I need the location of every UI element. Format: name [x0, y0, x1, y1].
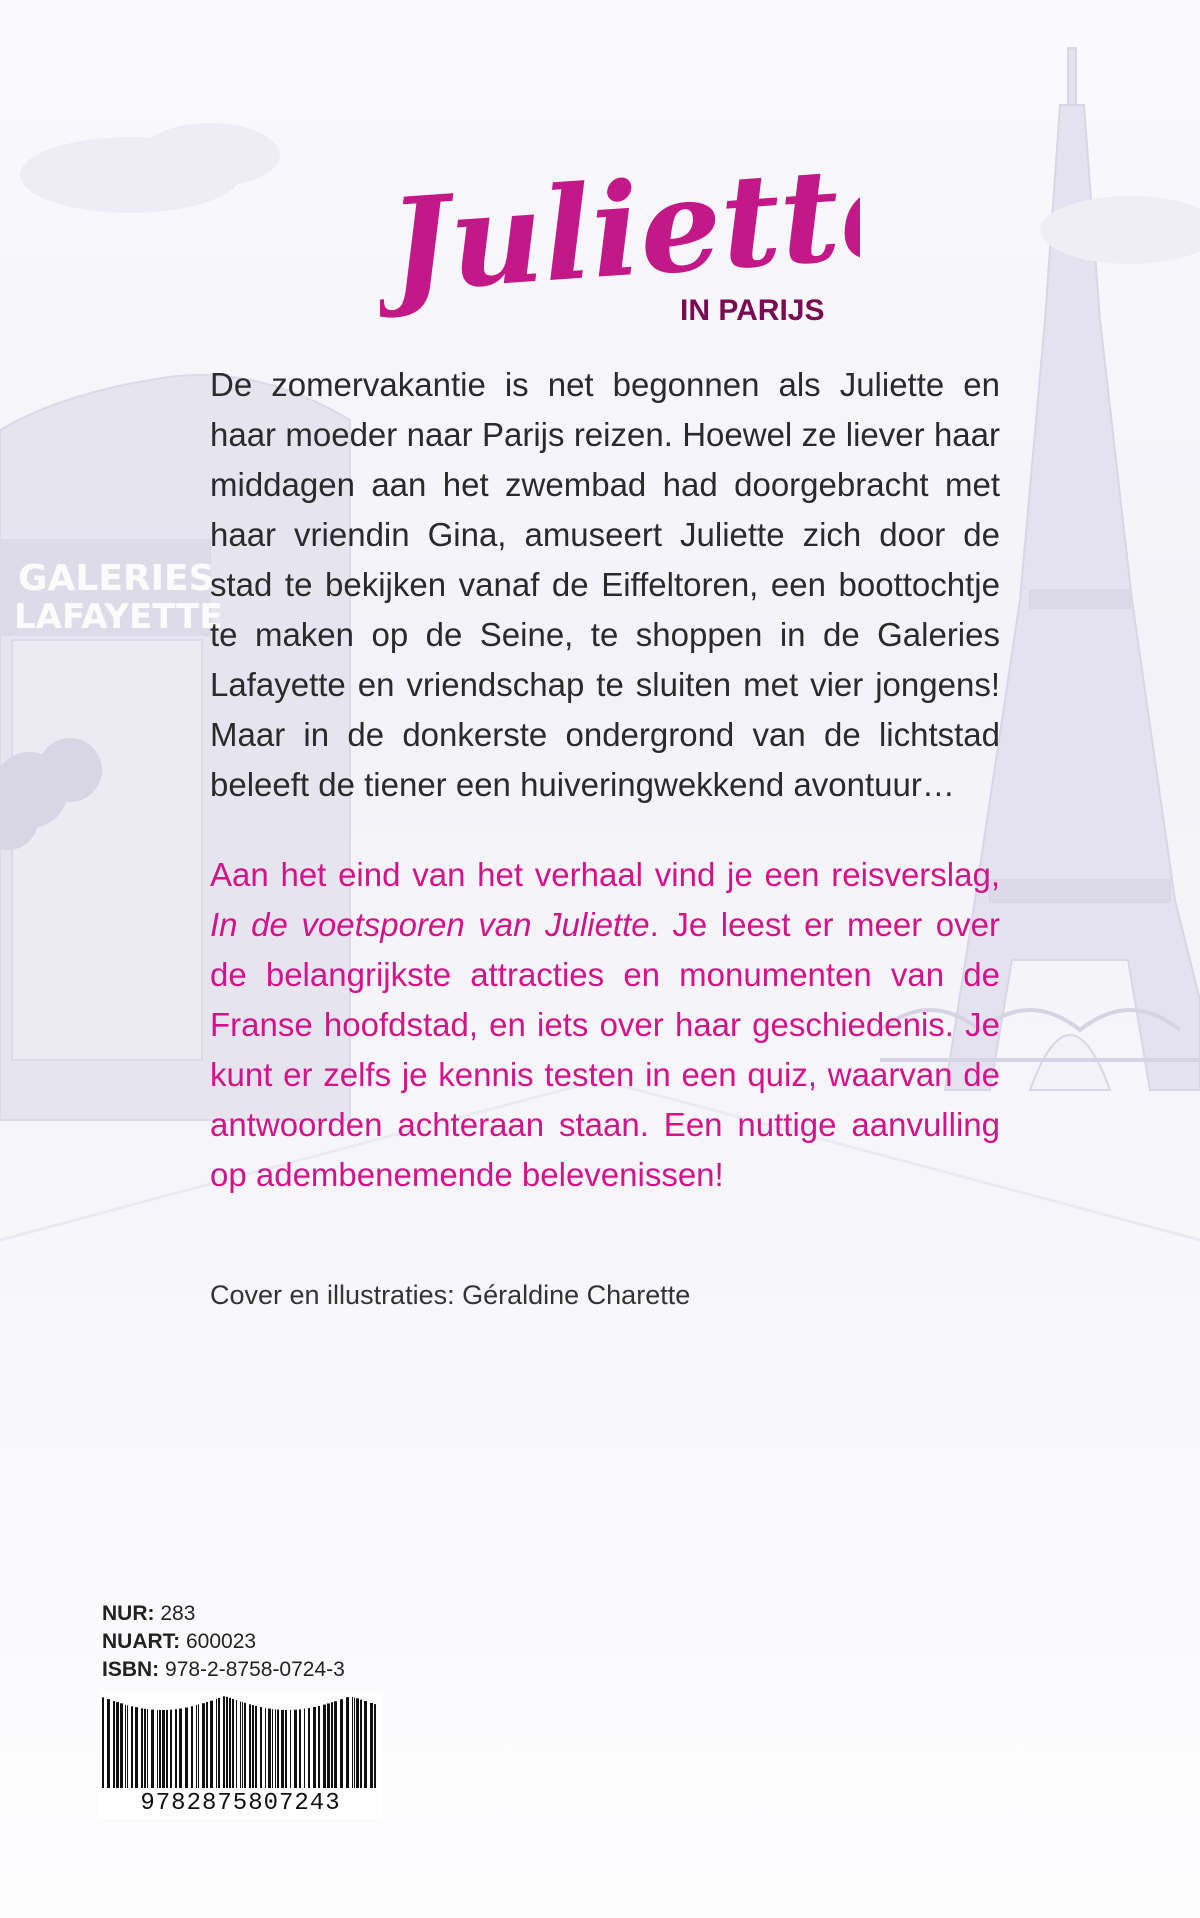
- barcode-bar: [102, 1697, 104, 1788]
- barcode-bar: [268, 1709, 271, 1788]
- barcode-bar: [131, 1706, 133, 1788]
- barcode-bar: [116, 1702, 119, 1788]
- barcode-bar: [374, 1704, 376, 1788]
- barcode-bar: [198, 1704, 199, 1788]
- barcode-bar: [364, 1701, 367, 1788]
- barcode-bar: [242, 1702, 243, 1788]
- cloud-icon: [20, 123, 280, 213]
- barcode-bar: [166, 1710, 168, 1788]
- barcode-bar: [356, 1698, 359, 1788]
- barcode-bar: [210, 1701, 213, 1788]
- nuart-value: 600023: [186, 1630, 257, 1653]
- barcode-bar: [170, 1710, 172, 1788]
- barcode-bar: [281, 1710, 284, 1788]
- barcode-bar: [229, 1698, 231, 1788]
- barcode-bar: [331, 1702, 333, 1788]
- illustration-credit: Cover en illustraties: Géraldine Charette: [210, 1280, 691, 1310]
- barcode-bar: [323, 1705, 326, 1788]
- barcode-bar: [120, 1703, 123, 1788]
- barcode-bar: [223, 1696, 225, 1788]
- barcode-bar: [249, 1704, 251, 1788]
- barcode-bar: [159, 1710, 161, 1788]
- barcode-bar: [290, 1710, 291, 1788]
- barcode-bar: [196, 1705, 197, 1788]
- galeries-sign-line2: LAFAYETTE: [14, 597, 223, 637]
- barcode-bar: [313, 1707, 316, 1788]
- barcode-bar: [346, 1697, 349, 1788]
- nuart-label: NUART:: [102, 1630, 181, 1653]
- barcode-bar: [277, 1710, 279, 1788]
- barcode-bar: [162, 1710, 165, 1788]
- barcode-bar: [252, 1705, 254, 1788]
- isbn-value: 978-2-8758-0724-3: [165, 1658, 345, 1681]
- series-title-block: [380, 150, 860, 340]
- galeries-sign-line1: GALERIES: [18, 558, 215, 599]
- barcode-bar: [179, 1709, 182, 1788]
- blurb-paragraph-2-rest: . Je leest er meer over de belangrijkste attracties en monumenten van de Franse hoofdstad, en iets over haar geschiedenis. Je kunt er zelfs je kennis testen in een quiz, waarvan de antwoorden achteraan staan. Een nuttige aanvulling op adembenemende belevenissen!: [210, 906, 1000, 1193]
- barcode-bar: [354, 1698, 355, 1788]
- barcode-bar: [340, 1699, 343, 1788]
- barcode-bar: [135, 1707, 138, 1788]
- barcode-bar: [304, 1709, 305, 1788]
- blurb-paragraph-2-book-section-title: In de voetsporen van Juliette: [210, 906, 650, 943]
- barcode-bar: [157, 1710, 158, 1788]
- barcode-bar: [285, 1710, 287, 1788]
- barcode-bar: [255, 1706, 257, 1788]
- barcode-bar: [113, 1701, 115, 1788]
- barcode-bar: [360, 1700, 362, 1788]
- barcode-bar: [272, 1709, 273, 1788]
- isbn-label: ISBN:: [102, 1658, 160, 1681]
- isbn-code: [102, 1656, 345, 1684]
- isbn-barcode: [98, 1692, 383, 1818]
- nuart-code: [102, 1628, 345, 1656]
- barcode-bar: [352, 1697, 353, 1788]
- series-subtitle: IN PARIJS: [680, 294, 825, 327]
- nur-label: NUR:: [102, 1602, 155, 1625]
- barcode-bar: [275, 1709, 276, 1788]
- barcode-bar: [144, 1709, 146, 1788]
- barcode-bar: [206, 1702, 208, 1788]
- barcode-bar: [185, 1708, 188, 1788]
- barcode-bar: [125, 1705, 126, 1788]
- barcode-bar: [244, 1703, 246, 1788]
- barcode-bar: [191, 1706, 193, 1788]
- blurb-paragraph-2-intro: Aan het eind van het verhaal vind je een reisverslag,: [210, 856, 1000, 893]
- barcode-bar: [265, 1708, 266, 1788]
- barcode-bar: [334, 1701, 337, 1788]
- nur-value: 283: [160, 1602, 196, 1625]
- barcode-bar: [141, 1708, 143, 1788]
- nur-code: [102, 1600, 345, 1628]
- barcode-bar: [327, 1703, 330, 1788]
- barcode-bars-icon: [98, 1692, 383, 1792]
- series-title: Juliette: [384, 150, 860, 322]
- barcode-bar: [236, 1700, 237, 1788]
- barcode-bar: [240, 1702, 241, 1788]
- barcode-bar: [127, 1705, 128, 1788]
- barcode-bar: [318, 1706, 320, 1788]
- barcode-bar: [107, 1699, 110, 1788]
- book-codes: [102, 1600, 345, 1684]
- barcode-digits: 9782875807243: [98, 1790, 383, 1817]
- barcode-bar: [202, 1703, 205, 1788]
- barcode-bar: [216, 1699, 217, 1788]
- barcode-bar: [260, 1707, 262, 1788]
- barcode-bar: [226, 1697, 228, 1788]
- barcode-bar: [370, 1703, 373, 1788]
- barcode-bar: [232, 1699, 234, 1788]
- blurb-paragraph-1: De zomervakantie is net begonnen als Juliette en haar moeder naar Parijs reizen. Hoewel ze liever haar middagen aan het zwembad had doorgebracht met haar vriendin Gina, amuseert Juliette zich door de stad te bekijken vanaf de Eiffeltoren, een boottochtje te maken op de Seine, te shoppen in de Galeries Lafayette en vriendschap te sluiten met vier jongens! Maar in de donkerste ondergrond van de lichtstad beleeft de tiener een huiveringwekkend avontuur…: [210, 366, 1000, 803]
- barcode-bar: [294, 1710, 297, 1788]
- barcode-bar: [308, 1708, 310, 1788]
- barcode-bar: [175, 1709, 177, 1788]
- blurb-paragraph-2: [210, 850, 1000, 1200]
- barcode-bar: [151, 1710, 154, 1788]
- barcode-bar: [218, 1698, 220, 1788]
- barcode-bar: [147, 1709, 148, 1788]
- barcode-bar: [299, 1709, 301, 1788]
